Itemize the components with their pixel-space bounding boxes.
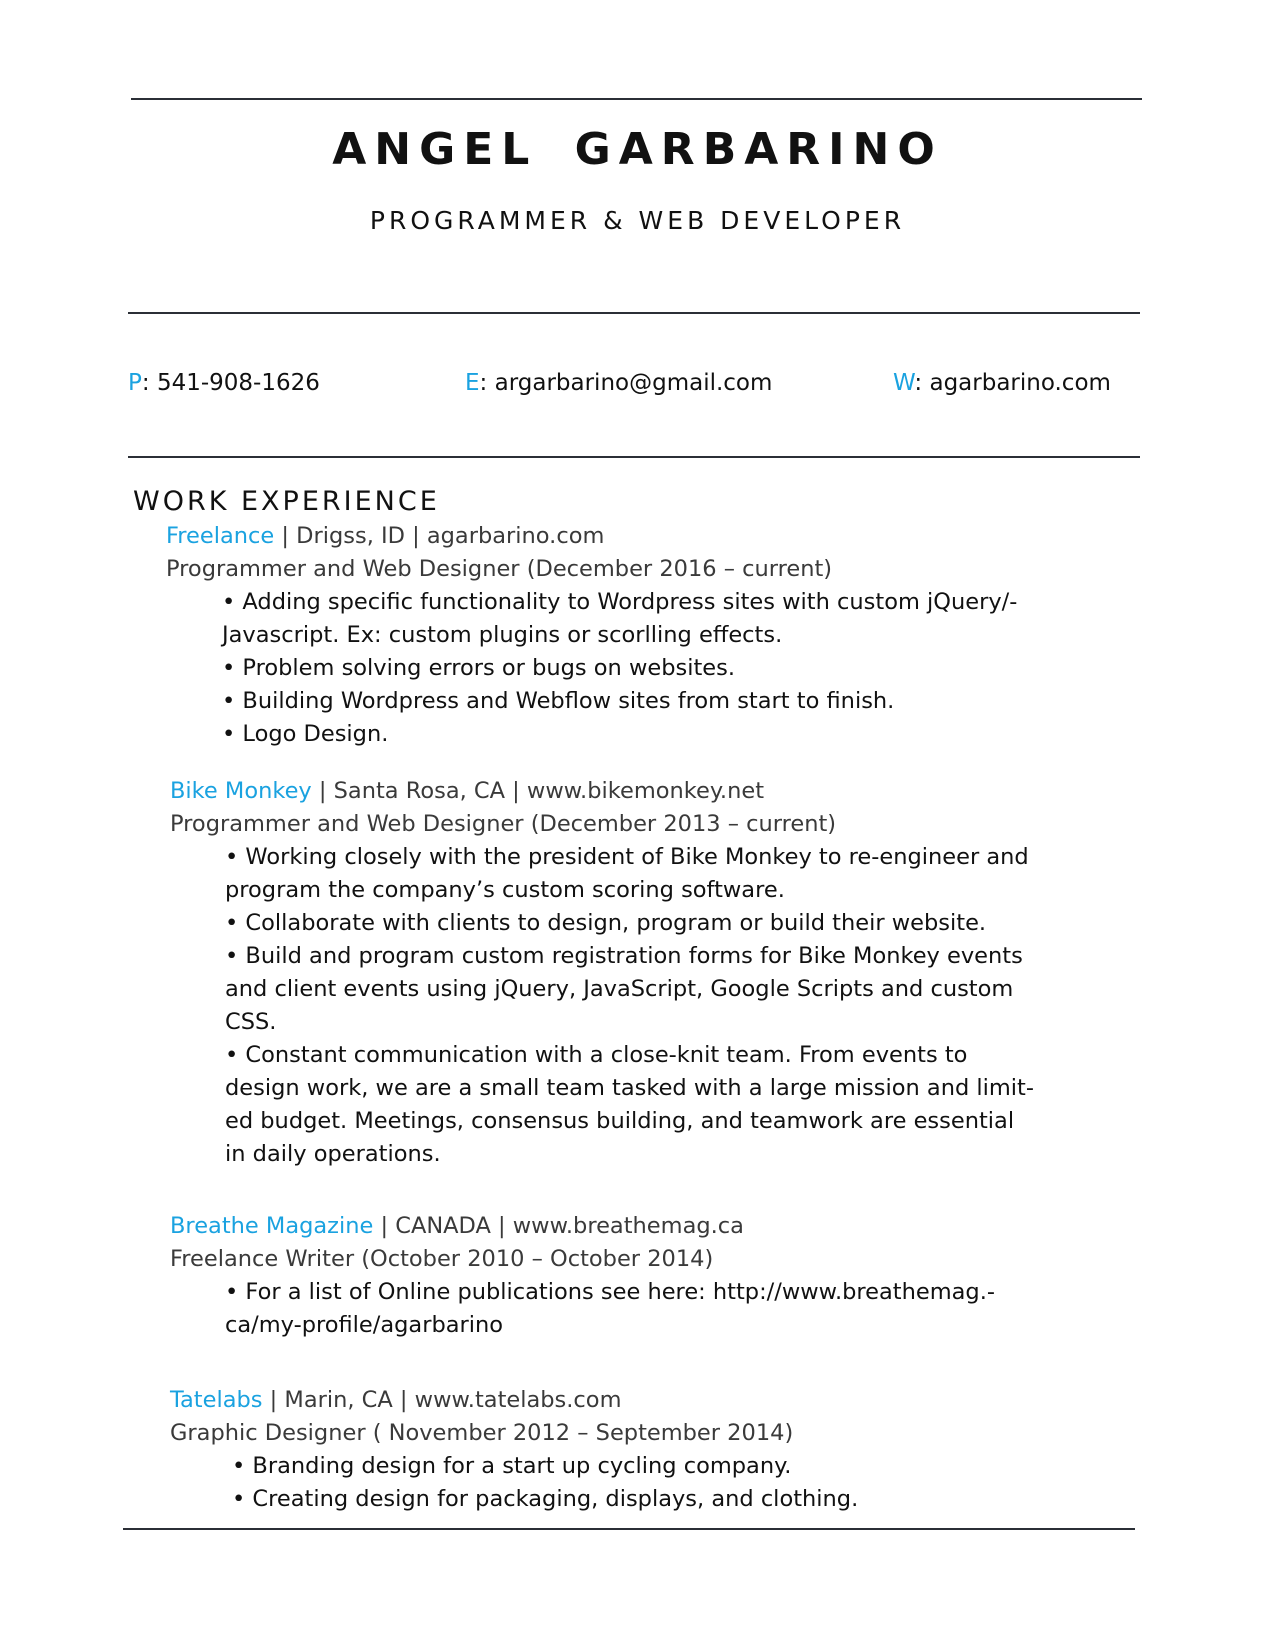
bullet-line: • Constant communication with a close-knit team. From events to (225, 1042, 968, 1068)
job-heading (170, 1213, 744, 1239)
bullet-line: • Building Wordpress and Webflow sites from start to finish. (222, 688, 895, 714)
web-sep: : (914, 370, 930, 396)
bullet-line: • Adding specific functionality to Wordpress sites with custom jQuery/- (222, 589, 1018, 615)
job-heading (166, 523, 604, 549)
company-name: Breathe Magazine (170, 1213, 374, 1239)
top-divider (131, 98, 1142, 100)
bullet-line: • Collaborate with clients to design, program or build their website. (225, 910, 987, 936)
job-role: Programmer and Web Designer (December 2016 – current) (166, 556, 833, 582)
work-experience-heading: WORK EXPERIENCE (133, 486, 440, 517)
bullet-line: CSS. (225, 1009, 277, 1035)
bullet-line: • For a list of Online publications see here: http://www.breathemag.- (225, 1279, 995, 1305)
candidate-name: ANGEL GARBARINO (332, 124, 943, 175)
job-details: | Santa Rosa, CA | www.bikemonkey.net (311, 778, 765, 804)
job-details: | Drigss, ID | agarbarino.com (274, 523, 605, 549)
company-name: Bike Monkey (170, 778, 312, 804)
bullet-line: ca/my-profile/agarbarino (225, 1312, 504, 1338)
header-divider (128, 312, 1140, 314)
job-details: | CANADA | www.breathemag.ca (373, 1213, 744, 1239)
bullet-line: • Creating design for packaging, displays, and clothing. (232, 1486, 859, 1512)
phone-value: 541-908-1626 (156, 370, 320, 396)
bullet-line: • Logo Design. (222, 721, 389, 747)
bullet-line: • Working closely with the president of Bike Monkey to re-engineer and (225, 844, 1029, 870)
bullet-line: • Branding design for a start up cycling company. (232, 1453, 792, 1479)
company-name: Tatelabs (170, 1387, 263, 1413)
bullet-line: program the company’s custom scoring software. (225, 877, 785, 903)
contact-divider (128, 456, 1140, 458)
email-sep: : (479, 370, 495, 396)
job-heading (170, 1387, 622, 1413)
bullet-line: • Build and program custom registration forms for Bike Monkey events (225, 943, 1023, 969)
bullet-line: • Problem solving errors or bugs on websites. (222, 655, 735, 681)
bullet-line: Javascript. Ex: custom plugins or scorlling effects. (222, 622, 783, 648)
phone-label: P (128, 370, 142, 396)
email-label: E (465, 370, 480, 396)
phone-sep: : (141, 370, 157, 396)
candidate-title: PROGRAMMER & WEB DEVELOPER (369, 206, 906, 235)
bullet-line: design work, we are a small team tasked with a large mission and limit- (225, 1075, 1035, 1101)
job-role: Graphic Designer ( November 2012 – September 2014) (170, 1420, 794, 1446)
contact-email (465, 370, 772, 396)
company-name: Freelance (166, 523, 275, 549)
bullet-line: and client events using jQuery, JavaScript, Google Scripts and custom (225, 976, 1014, 1002)
web-label: W (893, 370, 915, 396)
job-heading (170, 778, 764, 804)
contact-web (893, 370, 1111, 396)
job-role: Programmer and Web Designer (December 2013 – current) (170, 811, 837, 837)
bullet-line: ed budget. Meetings, consensus building, and teamwork are essential (225, 1108, 1015, 1134)
bullet-line: in daily operations. (225, 1141, 441, 1167)
contact-phone (128, 370, 320, 396)
bottom-divider (123, 1528, 1135, 1530)
email-value: argarbarino@gmail.com (494, 370, 773, 396)
job-details: | Marin, CA | www.tatelabs.com (262, 1387, 622, 1413)
web-value: agarbarino.com (929, 370, 1111, 396)
job-role: Freelance Writer (October 2010 – October 2014) (170, 1246, 714, 1272)
